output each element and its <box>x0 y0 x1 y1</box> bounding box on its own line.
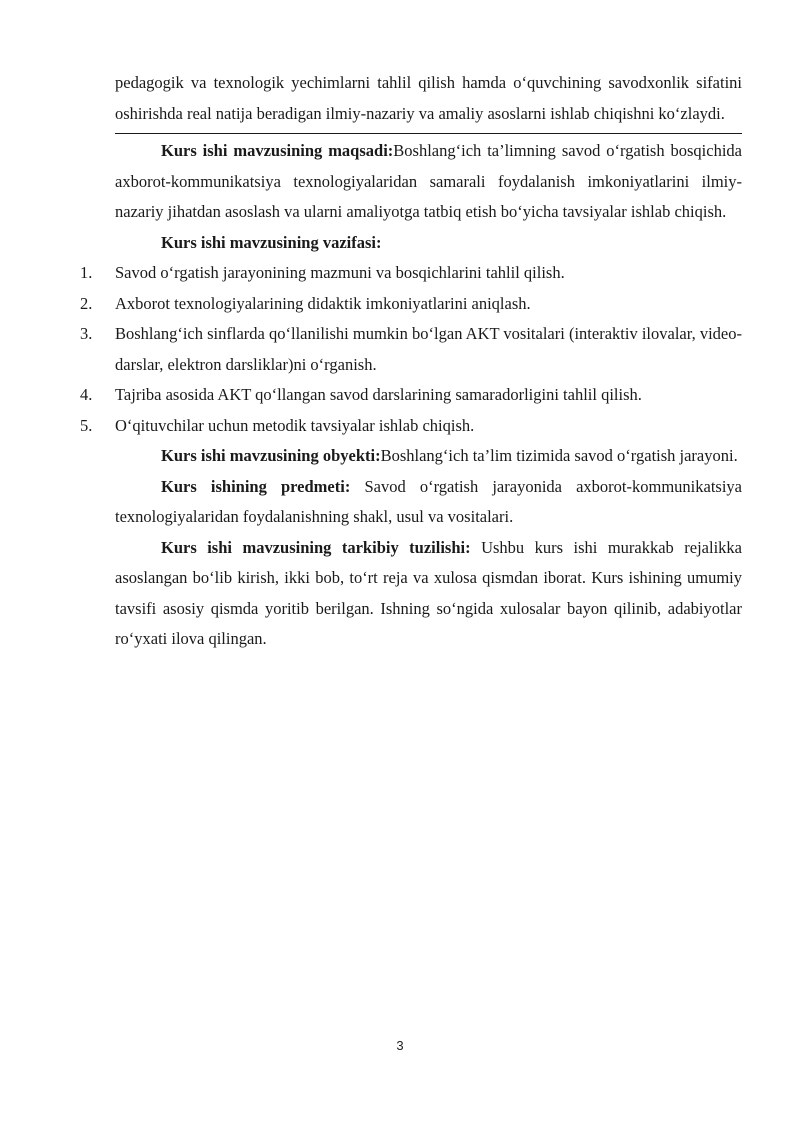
list-item-number: 5. <box>80 415 93 435</box>
subject-text: Savod o‘rgatish jarayonida axborot-kommunikatsiya texnologiyalaridan foydalanishning shakl, usul va vositalari. <box>115 476 742 526</box>
list-item <box>80 258 742 289</box>
list-item-number: 4. <box>80 385 93 404</box>
tasks-heading: Kurs ishi mavzusining vazifasi: <box>161 232 382 252</box>
page-number: 3 <box>396 1038 404 1053</box>
goal-heading: Kurs ishi mavzusining maqsadi: <box>161 141 394 160</box>
list-item-number: 2. <box>80 293 93 313</box>
list-item <box>80 319 742 380</box>
structure-paragraph <box>115 533 742 655</box>
intro-paragraph: pedagogik va texnologik yechimlarni tahlil qilish hamda o‘quvchining savodxonlik sifatini oshirishda real natija beradigan ilmiy-nazariy va amaliy asoslarni ishlab chiqishni ko‘zlaydi. <box>115 73 742 123</box>
list-item-text: O‘qituvchilar uchun metodik tavsiyalar ishlab chiqish. <box>115 415 475 435</box>
object-text: Boshlang‘ich ta’lim tizimida savod o‘rgatish jarayoni. <box>380 446 738 465</box>
goal-paragraph <box>115 136 742 228</box>
structure-text: Ushbu kurs ishi murakkab rejalikka asoslangan bo‘lib kirish, ikki bob, to‘rt reja va xulosa qismdan iborat. Kurs ishining umumiy tavsifi asosiy qismda yoritib berilgan. Ishning so‘ngida xulosalar bayon qilinib, adabiyotlar ro‘yxati ilova qilingan. <box>115 537 742 648</box>
object-heading: Kurs ishi mavzusining obyekti: <box>161 446 381 465</box>
horizontal-rule <box>115 133 742 134</box>
page-body <box>80 68 743 655</box>
list-item-text: Axborot texnologiyalarining didaktik imkoniyatlarini aniqlash. <box>115 293 531 313</box>
list-item <box>80 411 742 442</box>
subject-paragraph <box>115 472 742 533</box>
list-item-text: Tajriba asosida AKT qo‘llangan savod darslarining samaradorligini tahlil qilish. <box>115 385 642 404</box>
list-item-number: 1. <box>80 263 93 282</box>
object-paragraph <box>115 441 742 472</box>
goal-text: Boshlang‘ich ta’limning savod o‘rgatish bosqichida axborot-kommunikatsiya texnologiyalaridan samarali foydalanish imkoniyatlarini ilmiy-nazariy jihatdan asoslash va ularni amaliyotga tatbiq etish bo‘yicha tavsiyalar ishlab chiqish. <box>115 141 743 221</box>
structure-heading: Kurs ishi mavzusining tarkibiy tuzilishi: <box>161 537 471 557</box>
tasks-list <box>80 258 742 441</box>
subject-heading: Kurs ishining predmeti: <box>161 476 351 496</box>
list-item <box>80 380 742 411</box>
list-item <box>80 289 742 320</box>
tasks-paragraph <box>115 228 742 259</box>
list-item-number: 3. <box>80 324 93 343</box>
list-item-text: Savod o‘rgatish jarayonining mazmuni va bosqichlarini tahlil qilish. <box>115 263 565 282</box>
list-item-text: Boshlang‘ich sinflarda qo‘llanilishi mumkin bo‘lgan AKT vositalari (interaktiv ilovalar, video-darslar, elektron darsliklar)ni o‘rganish. <box>115 324 742 374</box>
